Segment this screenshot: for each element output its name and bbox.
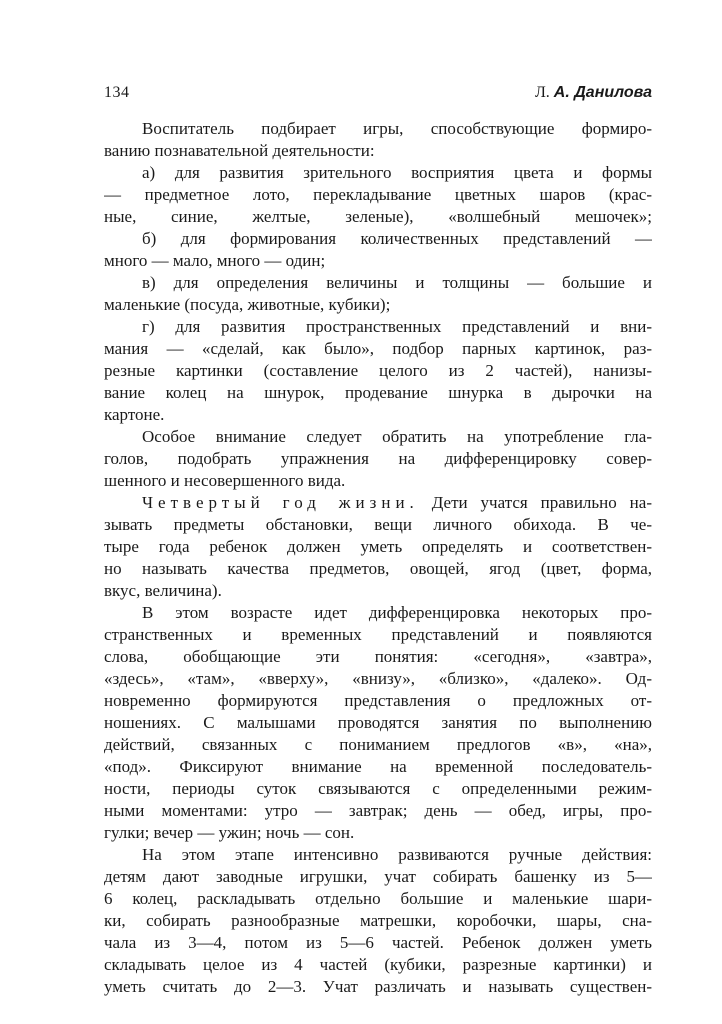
text-line: новременно формируются представления о предложных от- — [104, 691, 652, 710]
text-line: ванию познавательной деятельности: — [104, 141, 375, 160]
author-initial: Л. — [534, 84, 550, 101]
text-line: уметь считать до 2—3. Учат различать и называть существен- — [104, 977, 652, 996]
text-line: в) для определения величины и толщины — большие и — [142, 273, 652, 292]
text-line: действий, связанных с пониманием предлогов «в», «на», — [104, 735, 652, 754]
text-line — [104, 492, 652, 514]
author-name: А. Данилова — [553, 84, 652, 101]
text-line: ности, периоды суток связываются с определенными режим- — [104, 779, 652, 798]
page-header — [104, 80, 652, 104]
section-lead-text: Дети учатся правильно на- — [418, 493, 652, 512]
text-line: слова, обобщающие эти понятия: «сегодня», «завтра», — [104, 647, 652, 666]
text-line: тыре года ребенок должен уметь определять и соответствен- — [104, 537, 652, 556]
section-heading: Четвертый год жизни. — [142, 493, 419, 512]
text-line: ные, синие, желтые, зеленые), «волшебный мешочек»; — [104, 207, 652, 226]
text-line: чала из 3—4, потом из 5—6 частей. Ребенок должен уметь — [104, 933, 652, 952]
text-line: картоне. — [104, 405, 165, 424]
text-line: б) для формирования количественных представлений — — [142, 229, 652, 248]
text-line: г) для развития пространственных представлений и вни- — [142, 317, 652, 336]
text-line: голов, подобрать упражнения на дифференцировку совер- — [104, 449, 652, 468]
page-number: 134 — [104, 84, 130, 101]
text-line: На этом этапе интенсивно развиваются ручные действия: — [142, 845, 652, 864]
text-line: В этом возрасте идет дифференцировка некоторых про- — [142, 603, 652, 622]
text-line: Особое внимание следует обратить на употребление гла- — [142, 427, 652, 446]
text-line: ношениях. С малышами проводятся занятия по выполнению — [104, 713, 652, 732]
text-line: Воспитатель подбирает игры, способствующие формиро- — [142, 119, 652, 138]
text-line: детям дают заводные игрушки, учат собирать башенку из 5— — [104, 867, 652, 886]
text-line: складывать целое из 4 частей (кубики, разрезные картинки) и — [104, 955, 652, 974]
text-line: ки, собирать разнообразные матрешки, коробочки, шары, сна- — [104, 911, 652, 930]
text-line: ными моментами: утро — завтрак; день — обед, игры, про- — [104, 801, 652, 820]
text-line: странственных и временных представлений и появляются — [104, 625, 652, 644]
text-line: шенного и несовершенного вида. — [104, 471, 346, 490]
text-line: «здесь», «там», «вверху», «внизу», «близко», «далеко». Од- — [104, 669, 652, 688]
text-line: 6 колец, раскладывать отдельно большие и маленькие шари- — [104, 889, 652, 908]
text-line: «под». Фиксируют внимание на временной последователь- — [104, 757, 652, 776]
text-line: гулки; вечер — ужин; ночь — сон. — [104, 823, 355, 842]
text-line: — предметное лото, перекладывание цветных шаров (крас- — [104, 185, 652, 204]
text-line: зывать предметы обстановки, вещи личного обихода. В че- — [104, 515, 652, 534]
text-line: вкус, величина). — [104, 581, 222, 600]
text-line: а) для развития зрительного восприятия цвета и формы — [142, 163, 652, 182]
text-line: резные картинки (составление целого из 2 частей), нанизы- — [104, 361, 652, 380]
body-text — [104, 118, 652, 998]
text-line: мания — «сделай, как было», подбор парных картинок, раз- — [104, 339, 652, 358]
text-line: вание колец на шнурок, продевание шнурка в дырочки на — [104, 383, 652, 402]
text-line: маленькие (посуда, животные, кубики); — [104, 295, 391, 314]
running-head — [535, 84, 652, 102]
text-line: много — мало, много — один; — [104, 251, 326, 270]
text-line: но называть качества предметов, овощей, ягод (цвет, форма, — [104, 559, 652, 578]
